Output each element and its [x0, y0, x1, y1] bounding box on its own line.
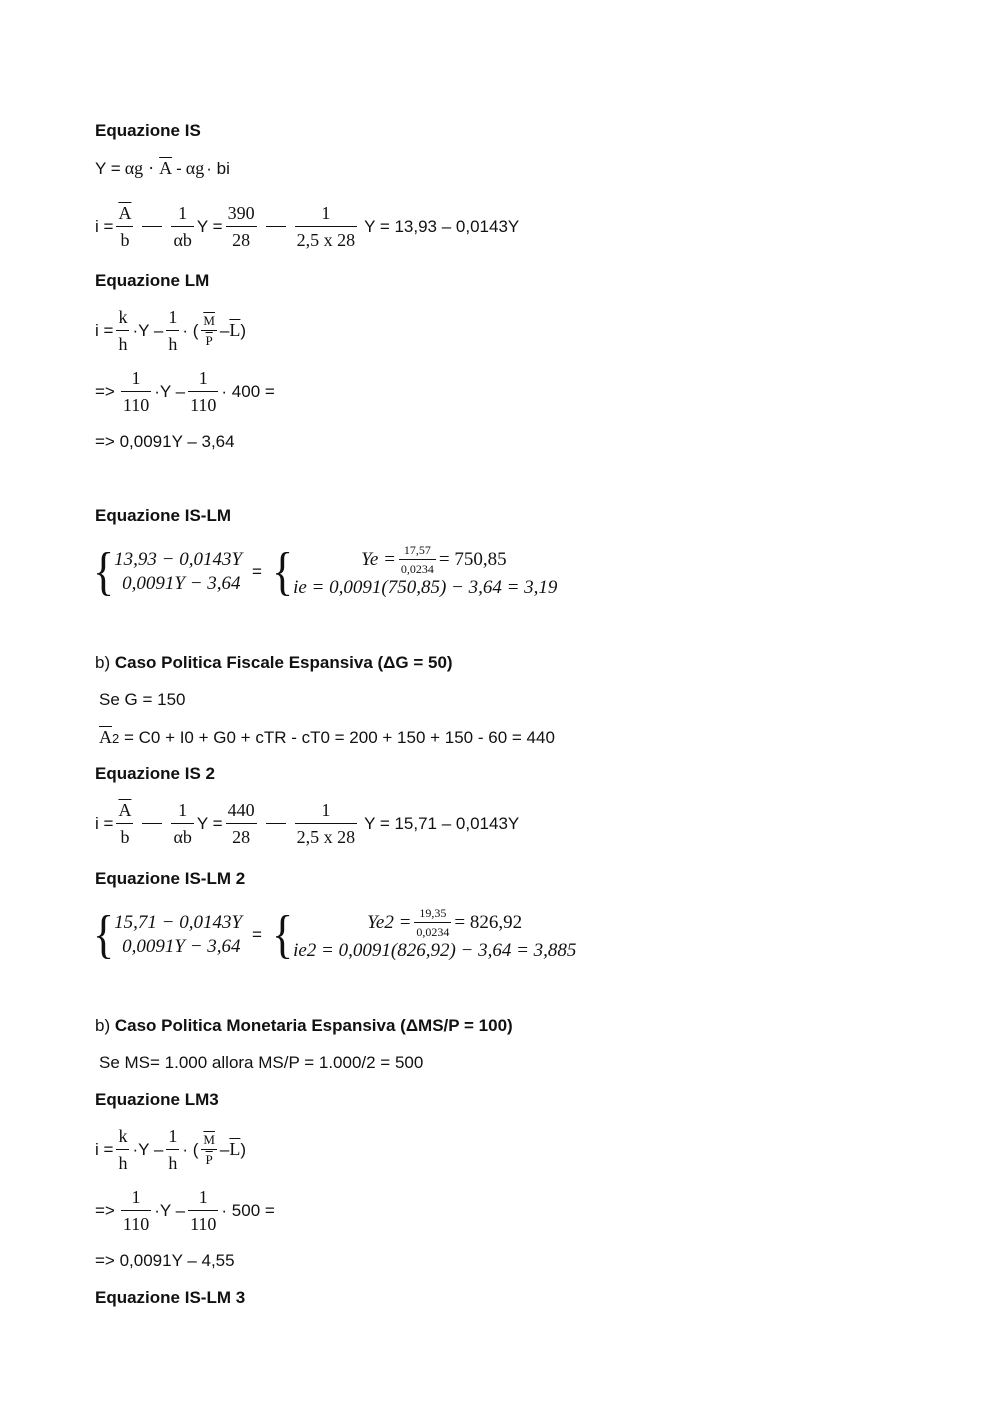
fraction-1-over-110	[121, 367, 151, 416]
i-equals: i =	[95, 216, 114, 236]
minus-sign	[266, 823, 286, 824]
y-minus: ·Y –	[132, 1139, 164, 1159]
system-left	[114, 548, 242, 596]
is-equation-line2	[95, 202, 519, 251]
islm2-system	[93, 906, 576, 963]
is-result: Y = 13,93 – 0,0143Y	[364, 216, 520, 236]
equals: =	[252, 561, 262, 581]
heading-equazione-is-lm2: Equazione IS-LM 2	[95, 869, 246, 888]
ye-label: Ye =	[361, 548, 396, 570]
frac-den: 110	[190, 395, 217, 415]
fraction-k-over-h	[116, 306, 129, 355]
system-right	[293, 543, 557, 600]
left-brace: {	[93, 904, 115, 964]
dot-open-paren: · (	[182, 1139, 199, 1159]
system-left	[114, 911, 242, 959]
frac-num: 390	[226, 202, 257, 227]
fiscal-prefix: b)	[95, 653, 115, 672]
implies: =>	[95, 1200, 115, 1220]
bi-term: · bi	[206, 158, 230, 178]
left-brace-2: {	[271, 904, 294, 964]
y-minus: ·Y –	[132, 320, 164, 340]
frac-den: h	[168, 334, 178, 354]
minus-sign	[142, 226, 162, 227]
frac-num: 1	[166, 1125, 179, 1150]
frac-den: 110	[122, 1214, 150, 1234]
is-equation-line1	[95, 158, 230, 179]
frac-den: αb	[173, 230, 192, 250]
lm-equation-line2	[95, 367, 275, 416]
fraction-390-over-28	[226, 202, 257, 251]
frac-den: 2,5 x 28	[296, 230, 356, 250]
dot-open-paren: · (	[182, 320, 199, 340]
lm-result: => 0,0091Y – 3,64	[95, 432, 235, 451]
ye2-label: Ye2 =	[367, 911, 412, 933]
system-right	[293, 906, 576, 963]
heading-equazione-lm3: Equazione LM3	[95, 1090, 219, 1109]
times-400: · 400 =	[221, 381, 275, 401]
fraction-ye	[399, 543, 436, 576]
frac-num: 1	[121, 1186, 151, 1211]
frac-den: 0,0234	[400, 562, 434, 576]
heading-equazione-is: Equazione IS	[95, 121, 201, 140]
monetary-title: Caso Politica Monetaria Espansiva (ΔMS/P = 100)	[114, 1016, 513, 1035]
frac-den: h	[168, 1153, 178, 1173]
ye-line	[293, 543, 557, 576]
fraction-1-over-110	[121, 1186, 151, 1235]
minus: –	[219, 320, 230, 340]
frac-den: P	[205, 1152, 213, 1167]
heading-equazione-is2: Equazione IS 2	[95, 764, 215, 783]
minus-sign	[142, 823, 162, 824]
a2-rest: = C0 + I0 + G0 + cTR - cT0 = 200 + 150 + 150 - 60 = 440	[119, 728, 555, 747]
fiscal-a2-line	[99, 727, 555, 748]
i-equals: i =	[95, 813, 114, 833]
close-paren: )	[240, 320, 247, 340]
frac-den: h	[118, 334, 128, 354]
fraction-1-over-110-b	[188, 367, 218, 416]
a2-sub: 2	[112, 731, 120, 746]
y-equals: Y =	[95, 158, 121, 178]
times-500: · 500 =	[221, 1200, 275, 1220]
fraction-k-over-h	[116, 1125, 129, 1174]
heading-equazione-is-lm: Equazione IS-LM	[95, 506, 231, 525]
monetary-prefix: b)	[95, 1016, 115, 1035]
islm-system	[93, 543, 557, 600]
frac-den: 110	[190, 1214, 217, 1234]
left-brace-2: {	[271, 541, 294, 601]
frac-den: b	[120, 827, 130, 847]
lm3-equation-line2	[95, 1186, 275, 1235]
heading-equazione-is-lm3: Equazione IS-LM 3	[95, 1288, 246, 1307]
frac-num: 1	[166, 306, 179, 331]
fraction-1-over-alphab	[171, 799, 193, 848]
fraction-ye2	[414, 906, 451, 939]
monetary-heading	[95, 1016, 513, 1036]
frac-num: k	[116, 1125, 129, 1150]
l-bar: $\overline{L}$	[229, 1139, 241, 1159]
a2-bar: $\overline{A}$	[99, 727, 112, 747]
ye2-line	[293, 906, 576, 939]
ye-result: = 750,85	[438, 548, 507, 570]
fiscal-title: Caso Politica Fiscale Espansiva (ΔG = 50)	[114, 653, 453, 672]
system-line-2: 0,0091Y − 3,64	[122, 572, 241, 594]
frac-num: k	[116, 306, 129, 331]
minus: –	[219, 1139, 230, 1159]
ye2-result: = 826,92	[454, 911, 523, 933]
frac-num: 1	[121, 367, 151, 392]
system-line-1: 13,93 − 0,0143Y	[114, 548, 243, 570]
fiscal-g-line: Se G = 150	[99, 690, 186, 709]
fraction-a-over-b	[116, 799, 133, 848]
fraction-1-over-h	[166, 1125, 179, 1174]
frac-num: 1	[188, 367, 218, 392]
fraction-1-over-h	[166, 306, 179, 355]
l-bar: $\overline{L}$	[229, 320, 241, 340]
frac-den: 0,0234	[416, 925, 450, 939]
y-minus: ·Y –	[154, 1200, 186, 1220]
close-paren: )	[240, 1139, 247, 1159]
frac-den: h	[118, 1153, 128, 1173]
frac-den: 110	[122, 395, 150, 415]
a-bar: $\overline{A}$	[159, 158, 173, 178]
ie-line: ie = 0,0091(750,85) − 3,64 = 3,19	[293, 577, 558, 598]
equals: =	[252, 924, 262, 944]
y-minus: ·Y –	[154, 381, 186, 401]
minus-sign	[266, 226, 286, 227]
fraction-1-over-alphab	[171, 202, 193, 251]
ie2-line: ie2 = 0,0091(826,92) − 3,64 = 3,885	[293, 940, 577, 961]
fraction-1-over-2-5x28	[295, 202, 358, 251]
frac-den: 28	[232, 827, 251, 847]
fraction-440-over-28	[226, 799, 257, 848]
system-line-1: 15,71 − 0,0143Y	[114, 911, 243, 933]
frac-den: b	[120, 230, 130, 250]
frac-num: 1	[295, 202, 358, 227]
frac-num: 1	[171, 799, 193, 824]
lm3-equation-line1	[95, 1125, 246, 1174]
frac-num: 19,35	[414, 906, 451, 923]
alpha-g: αg	[124, 158, 144, 178]
frac-num: $\overline{A}$	[116, 202, 133, 227]
lm3-result: => 0,0091Y – 4,55	[95, 1251, 235, 1270]
y-equals: Y =	[196, 216, 223, 236]
frac-num: 1	[171, 202, 193, 227]
fraction-1-over-2-5x28	[295, 799, 358, 848]
alpha-g-2: αg	[185, 158, 205, 178]
left-brace: {	[93, 541, 115, 601]
frac-num: $\overline{M}$	[201, 1132, 217, 1150]
y-equals: Y =	[196, 813, 223, 833]
is2-result: Y = 15,71 – 0,0143Y	[364, 813, 520, 833]
frac-num: 1	[295, 799, 358, 824]
fraction-m-over-p	[201, 313, 217, 348]
i-equals: i =	[95, 320, 114, 340]
frac-num: 1	[188, 1186, 218, 1211]
frac-num: 17,57	[399, 543, 436, 560]
frac-num: $\overline{M}$	[201, 313, 217, 331]
lm-equation-line1	[95, 306, 246, 355]
is2-equation	[95, 799, 519, 848]
frac-den: 2,5 x 28	[296, 827, 356, 847]
heading-equazione-lm: Equazione LM	[95, 271, 210, 290]
fraction-1-over-110-b	[188, 1186, 218, 1235]
frac-num: 440	[226, 799, 257, 824]
frac-den: P	[205, 333, 213, 348]
implies: =>	[95, 381, 115, 401]
minus: -	[176, 158, 182, 178]
system-line-2: 0,0091Y − 3,64	[122, 935, 241, 957]
frac-den: αb	[173, 827, 192, 847]
fraction-a-over-b	[116, 202, 133, 251]
monetary-ms-line: Se MS= 1.000 allora MS/P = 1.000/2 = 500	[99, 1053, 424, 1072]
fiscal-heading	[95, 653, 453, 673]
frac-den: 28	[232, 230, 251, 250]
fraction-m-over-p	[201, 1132, 217, 1167]
frac-num: $\overline{A}$	[116, 799, 133, 824]
i-equals: i =	[95, 1139, 114, 1159]
dot: ·	[148, 158, 155, 178]
